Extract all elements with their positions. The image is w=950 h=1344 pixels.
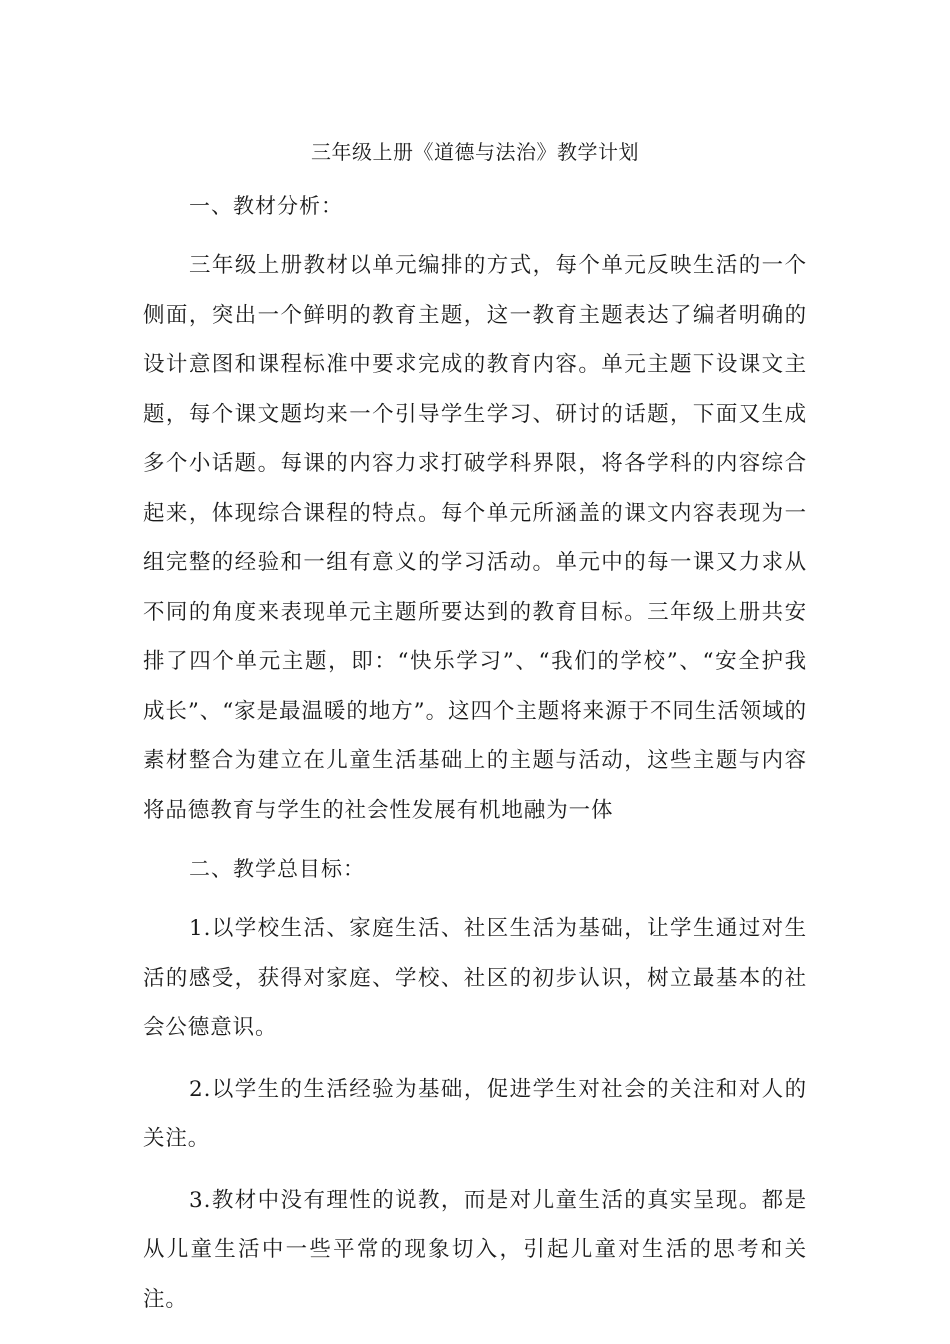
document-title: 三年级上册《道德与法治》教学计划 bbox=[311, 140, 639, 164]
section-heading-materials: 一、教材分析： bbox=[189, 194, 343, 218]
document-body bbox=[143, 182, 807, 1324]
materials-analysis-paragraph: 三年级上册教材以单元编排的方式，每个单元反映生活的一个侧面，突出一个鲜明的教育主题，这一教育主题表达了编者明确的设计意图和课程标准中要求完成的教育内容。单元主题下设课文主题，每个课文题均来一个引导学生学习、研讨的话题，下面又生成多个小话题。每课的内容力求打破学科界限，将各学科的内容综合起来，体现综合课程的特点。每个单元所涵盖的课文内容表现为一组完整的经验和一组有意义的学习活动。单元中的每一课又力求从不同的角度来表现单元主题所要达到的教育目标。三年级上册共安排了四个单元主题，即：“快乐学习”、“我们的学校”、“安全护我成长”、“家是最温暖的地方”。这四个主题将来源于不同生活领域的素材整合为建立在儿童生活基础上的主题与活动，这些主题与内容将品德教育与学生的社会性发展有机地融为一体 bbox=[143, 253, 807, 823]
goal-item-3: 3.教材中没有理性的说教，而是对儿童生活的真实呈现。都是从儿童生活中一些平常的现象切入，引起儿童对生活的思考和关注。 bbox=[143, 1187, 807, 1312]
goal-item-1: 1.以学校生活、家庭生活、社区生活为基础，让学生通过对生活的感受，获得对家庭、学校、社区的初步认识，树立最基本的社会公德意识。 bbox=[143, 916, 807, 1040]
goal-item-2: 2.以学生的生活经验为基础，促进学生对社会的关注和对人的关注。 bbox=[143, 1076, 807, 1151]
section-heading-goals: 二、教学总目标： bbox=[189, 857, 365, 881]
